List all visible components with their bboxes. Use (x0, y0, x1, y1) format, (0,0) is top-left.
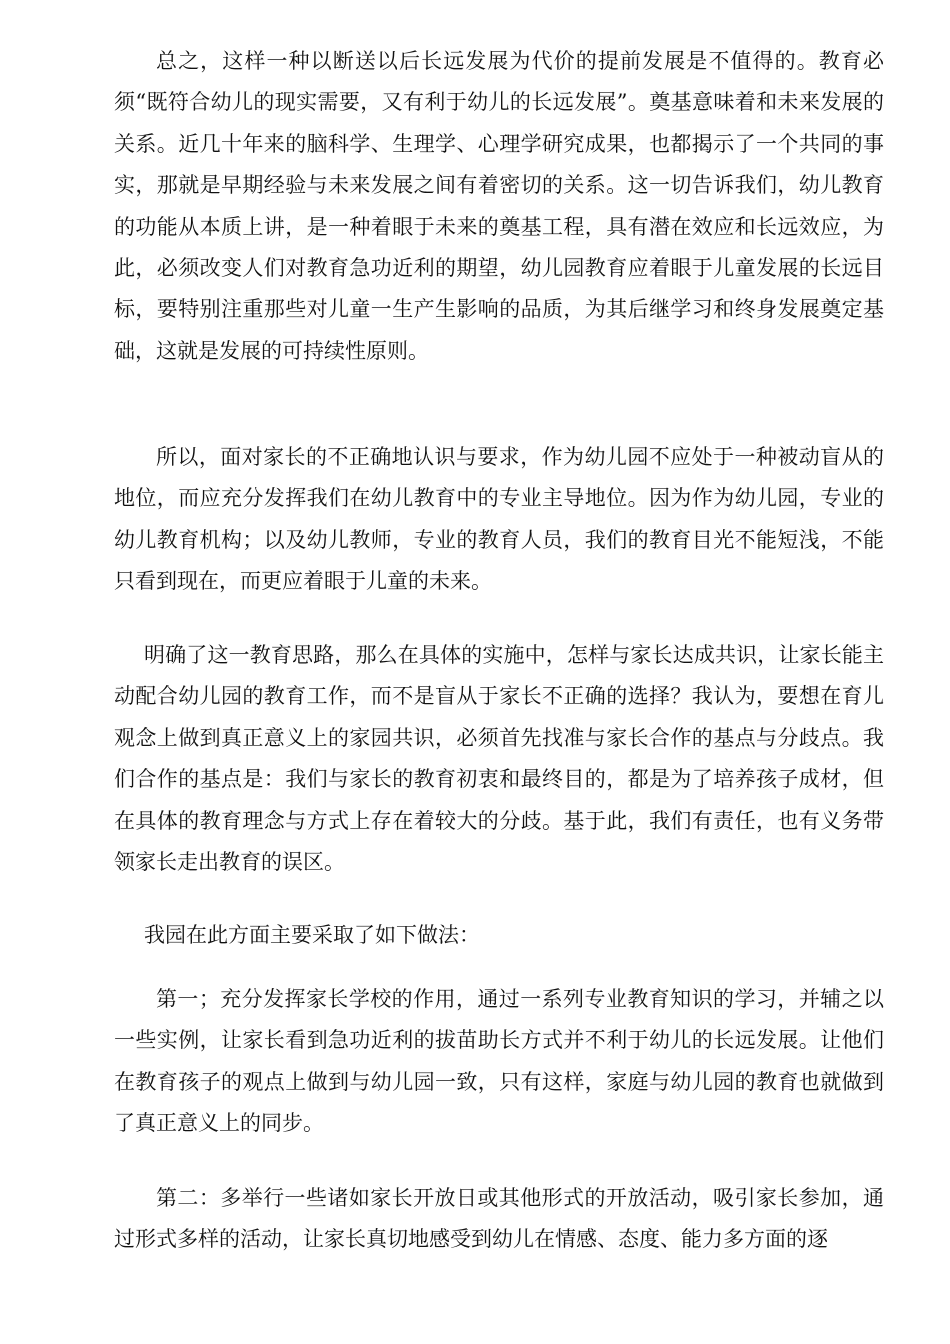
paragraph-professional-leadership: 所以，面对家长的不正确地认识与要求，作为幼儿园不应处于一种被动盲从的地位，而应充分发挥我们在幼儿教育中的专业主导地位。因为作为幼儿园，专业的幼儿教育机构；以及幼儿教师，专业的教育人员，我们的教育目光不能短浅，不能只看到现在，而更应着眼于儿童的未来。 (114, 445, 884, 594)
paragraph-methods-intro: 我园在此方面主要采取了如下做法： (144, 923, 480, 947)
paragraph-second-method: 第二：多举行一些诸如家长开放日或其他形式的开放活动，吸引家长参加，通过形式多样的活动，让家长真切地感受到幼儿在情感、态度、能力多方面的逐 (114, 1186, 884, 1252)
paragraph-home-school-consensus: 明确了这一教育思路，那么在具体的实施中，怎样与家长达成共识，让家长能主动配合幼儿园的教育工作，而不是盲从于家长不正确的选择？我认为，要想在育儿观念上做到真正意义上的家园共识，必须首先找准与家长合作的基点与分歧点。我们合作的基点是：我们与家长的教育初衷和最终目的，都是为了培养孩子成材，但在具体的教育理念与方式上存在着较大的分歧。基于此，我们有责任，也有义务带领家长走出教育的误区。 (114, 643, 884, 875)
paragraph-sustainability-principle: 总之，这样一种以断送以后长远发展为代价的提前发展是不值得的。教育必须“既符合幼儿的现实需要，又有利于幼儿的长远发展”。奠基意味着和未来发展的关系。近几十年来的脑科学、生理学、心理学研究成果，也都揭示了一个共同的事实，那就是早期经验与未来发展之间有着密切的关系。这一切告诉我们，幼儿教育的功能从本质上讲，是一种着眼于未来的奠基工程，具有潜在效应和长远效应，为此，必须改变人们对教育急功近利的期望，幼儿园教育应着眼于儿童发展的长远目标，要特别注重那些对儿童一生产生影响的品质，为其后继学习和终身发展奠定基础，这就是发展的可持续性原则。 (114, 49, 884, 363)
paragraph-first-method: 第一；充分发挥家长学校的作用，通过一系列专业教育知识的学习，并辅之以一些实例，让家长看到急功近利的拔苗助长方式并不利于幼儿的长远发展。让他们在教育孩子的观点上做到与幼儿园一致，只有这样，家庭与幼儿园的教育也就做到了真正意义上的同步。 (114, 987, 884, 1136)
